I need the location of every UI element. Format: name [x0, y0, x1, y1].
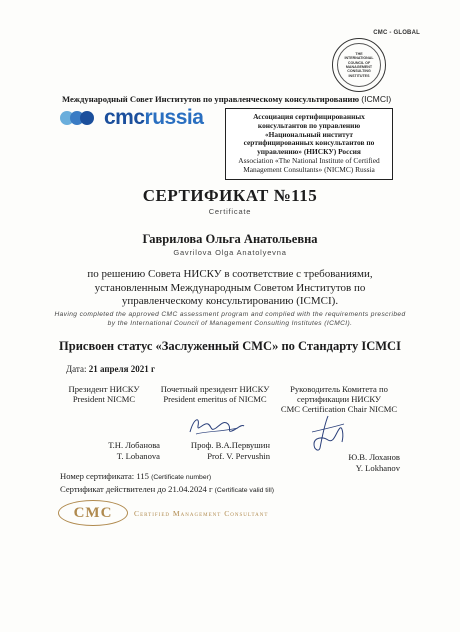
- signatory-2-title-ru: Почетный президент НИСКУ: [160, 384, 270, 394]
- certificate-number-en: (Certificate number): [151, 474, 212, 481]
- signatory-1-name-en: T. Lobanova: [116, 450, 160, 461]
- cmc-tagline: Certified Management Consultant: [134, 509, 269, 518]
- cmc-logo: [58, 500, 128, 526]
- signatory-1-title-en: President NICMC: [72, 394, 136, 404]
- signatory-1-title-ru: Президент НИСКУ: [68, 384, 140, 394]
- logo-dots-icon: [60, 109, 100, 127]
- council-name-ru: Международный Совет Институтов по управленческому консультированию: [62, 94, 360, 104]
- icmci-seal: [332, 38, 386, 92]
- certificate-number-value: 115: [136, 471, 149, 481]
- signature-pervushin-icon: [186, 412, 248, 440]
- date-label: Дата:: [66, 364, 87, 374]
- holder-name-ru: Гаврилова Ольга Анатольевна: [142, 232, 318, 246]
- seal-line: MANAGEMENT: [345, 65, 373, 69]
- certificate-valid-en: (Certificate valid till): [214, 486, 274, 494]
- certificate-title: СЕРТИФИКАТ №115: [142, 186, 318, 205]
- status-line: Присвоен статус «Заслуженный CMC» по Стандарту ICMCI: [59, 339, 401, 353]
- seal-line: COUNCIL OF: [347, 60, 371, 65]
- certificate-valid-row: [60, 484, 274, 497]
- certificate-number-label: Номер сертификата:: [60, 471, 135, 481]
- certificate-details: [60, 471, 274, 496]
- signatory-2-name: [160, 440, 270, 461]
- cmcrussia-logo: [60, 106, 203, 130]
- logo-dot: [80, 111, 94, 125]
- certificate-valid-label: Сертификат действителен до: [60, 483, 166, 494]
- seal-line: INSTITUTES: [348, 73, 370, 78]
- logo-wordmark: [104, 106, 203, 130]
- signatory-3-title-ru: Руководитель Комитета по сертификации НИСКУ: [290, 384, 388, 404]
- signatory-3-name: [300, 452, 400, 473]
- signatory-3-name-ru: Ю.В. Лоханов: [348, 452, 400, 462]
- signatory-3-title: [276, 384, 402, 414]
- council-abbr: (ICMCI): [361, 94, 392, 104]
- signatory-3-title-en: CMC Certification Chair NICMC: [280, 404, 398, 414]
- decision-ru: по решению Совета НИСКУ в соответствие с требованиями, установленным Международным Советом Институтов по управленческому консультированию (ICMCI).: [87, 268, 373, 307]
- logo-cmc: cmc: [104, 106, 145, 129]
- association-box: [225, 108, 393, 180]
- certificate-valid-value: 21.04.2024 г: [168, 483, 213, 494]
- cmc-logo-mark: CMC: [73, 504, 113, 521]
- signatory-1-name: [60, 440, 160, 461]
- date-value: 21 апреля 2021 г: [88, 364, 156, 374]
- signature-lokhanov-icon: [306, 414, 348, 454]
- council-name: [62, 94, 391, 104]
- logo-russia: russia: [144, 106, 204, 129]
- seal-line: THE: [355, 51, 363, 56]
- seal-line: INTERNATIONAL: [344, 56, 374, 61]
- seal-inner-ring: [337, 43, 381, 87]
- signatory-3-name-en: Y. Lokhanov: [355, 462, 400, 473]
- signatory-2-title: [160, 384, 270, 404]
- seal-caption: CMC - GLOBAL: [373, 30, 420, 36]
- seal-line: CONSULTING: [347, 69, 371, 74]
- decision-en: Having completed the approved CMC assessment program and complied with the requirements prescribed by the International Council of Management Consulting Institutes (ICMCI).: [54, 311, 406, 327]
- signatory-2-name-ru: Проф. В.А.Первушин: [190, 440, 270, 450]
- signatory-1-name-ru: Т.Н. Лобанова: [108, 440, 160, 450]
- certificate-number-row: [60, 471, 274, 484]
- signatory-2-title-en: President emeritus of NICMC: [163, 394, 267, 404]
- signatory-1-title: [64, 384, 144, 404]
- signatory-2-name-en: Prof. V. Pervushin: [207, 450, 270, 461]
- association-en: Association «The National Institute of Certified Management Consultants» (NICMC) Russia: [238, 155, 380, 174]
- issue-date: [66, 364, 155, 374]
- certificate-title-en: Certificate: [208, 207, 252, 216]
- association-ru: Ассоциация сертифицированных консультантов по управлению «Национальный институт сертифицированных консультантов по управлению» (НИСКУ) Россия: [243, 112, 375, 157]
- holder-name-en: Gavrilova Olga Anatolyevna: [173, 248, 287, 257]
